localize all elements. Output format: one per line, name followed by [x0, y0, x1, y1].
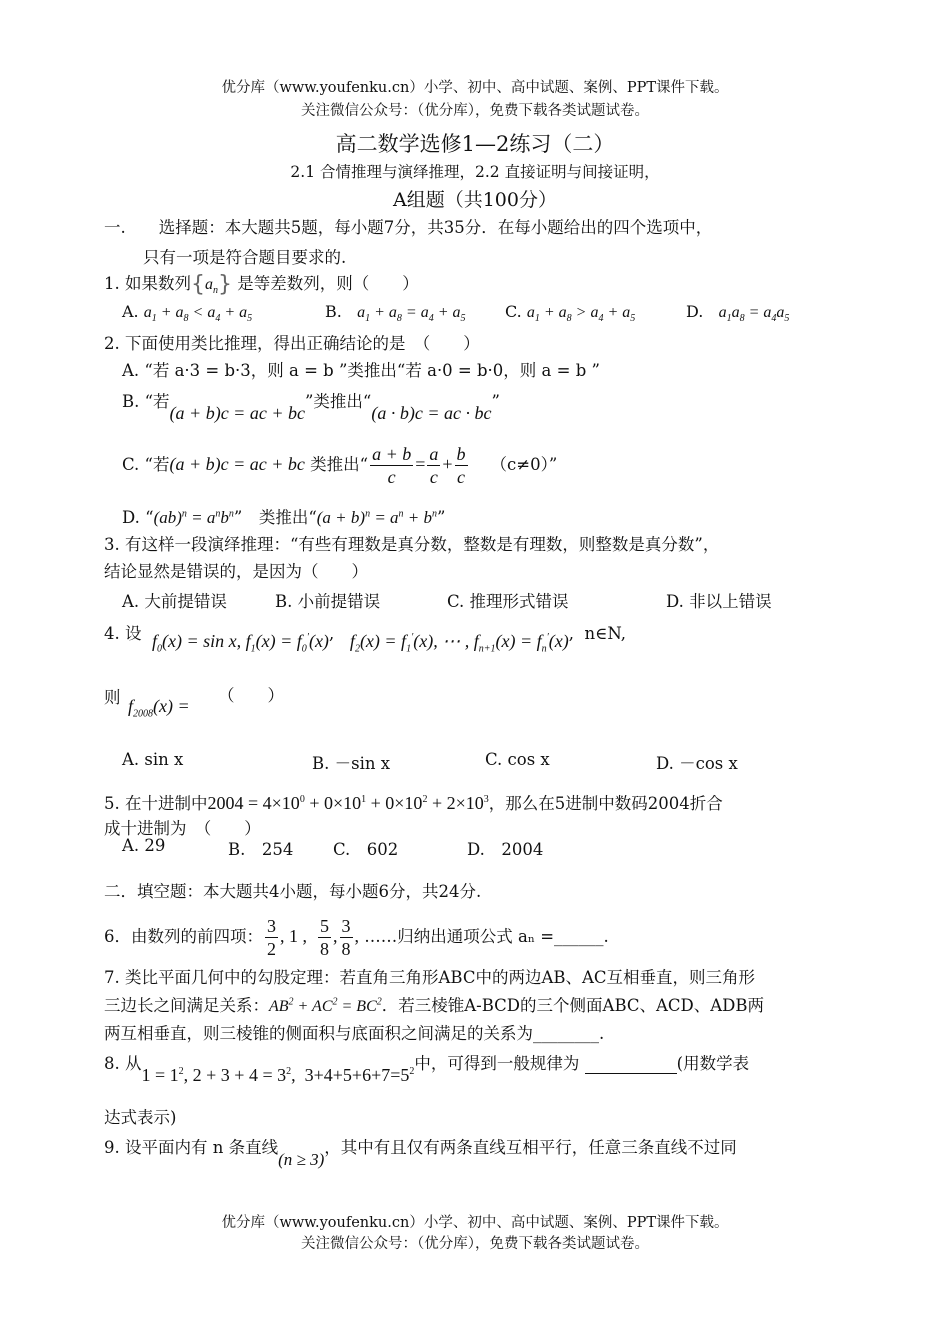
question-4-paren: （ ） [218, 686, 284, 705]
fraction: $\frac{a}{c}$ [429, 444, 439, 487]
q3-option-d: D. 非以上错误 [666, 592, 772, 611]
header-line-2: 关注微信公众号：（优分库），免费下载各类试题试卷。 [301, 103, 649, 119]
question-4: 4. 设 $f_0(x) = \sin x$, $f_1(x) = f_0'(x)$, $f_2(x) = f_1'(x)$, ⋯ , $f_{n+1}(x) = f_n'(x)$, n∈N, [104, 624, 626, 655]
page-subtitle: 2.1 合情推理与演绎推理，2.2 直接证明与间接证明， [290, 163, 660, 181]
q1-option-c: C. $a_1 + a_8 > a_4 + a_5$ [505, 302, 636, 325]
page-title: 高二数学选修1—2练习（二） [335, 132, 615, 156]
question-3-line-2: 结论显然是错误的，是因为（ ） [104, 562, 368, 581]
q1-option-d: D. $a_1a_8 = a_4a_5$ [686, 302, 790, 325]
fraction: $\frac{3}{8}$ [341, 916, 351, 959]
question-8-line-2: 达式表示) [104, 1108, 177, 1127]
q5-option-c: C. 602 [333, 840, 399, 859]
q2-option-d: D. “$(ab)^n = a^nb^n$” 类推出“$(a + b)^n = a^n + b^n$” [122, 508, 446, 527]
fraction: $\frac{5}{8}$ [320, 916, 329, 959]
q2-option-c: C. “若(a + b)c = ac + bc 类推出“ $\frac{a + b}{c}$ = $\frac{a}{c}$ + $\frac{b}{c}$ （c≠0）” [122, 444, 558, 487]
footer-line-2: 关注微信公众号：（优分库），免费下载各类试题试卷。 [301, 1236, 649, 1252]
q3-option-a: A. 大前提错误 [122, 592, 227, 611]
question-5: 5. 在十进制中$2004 = 4\times 10^0 + 0\times 10^1 + 0\times 10^2 + 2\times 10^3$，那么在5进制中数码2004折合 [104, 793, 723, 813]
q5-option-b: B. 254 [228, 840, 294, 859]
section2-heading: 二．填空题：本大题共4小题，每小题6分，共24分. [104, 882, 482, 901]
fraction: $\frac{3}{2}$ [267, 916, 276, 959]
fraction: $\frac{a + b}{c}$ [372, 444, 412, 487]
q4-option-d: D. －cos x [656, 754, 738, 773]
q1-option-b: B. $a_1 + a_8 = a_4 + a_5$ [325, 302, 466, 325]
q4-option-b: B. －sin x [312, 754, 391, 773]
question-5-line-2: 成十进制为 （ ） [104, 819, 261, 838]
header-line-1: 优分库（www.youfenku.cn）小学、初中、高中试题、案例、PPT课件下载。 [221, 80, 729, 96]
question-6: 6．由数列的前四项： $\frac{3}{2}$ , 1 , $\frac{5}{8}$ , $\frac{3}{8}$ , ……归纳出通项公式 aₙ =______. [104, 916, 609, 959]
q5-option-a: A. 29 [122, 836, 166, 855]
question-7-line-2: 三边长之间满足关系：$AB^2 + AC^2 = BC^2$．若三棱锥A-BCD的三个侧面ABC、ACD、ADB两 [104, 996, 765, 1015]
question-7-line-1: 7. 类比平面几何中的勾股定理：若直角三角形ABC中的两边AB、AC互相垂直，则三角形 [104, 968, 756, 987]
q3-option-b: B. 小前提错误 [275, 592, 381, 611]
question-2: 2. 下面使用类比推理，得出正确结论的是 （ ） [104, 334, 480, 353]
question-3-line-1: 3. 有这样一段演绎推理：“有些有理数是真分数，整数是有理数，则整数是真分数”， [104, 535, 720, 554]
question-9: 9. 设平面内有 n 条直线(n ≥ 3)，其中有且仅有两条直线互相平行，任意三条直线不过同 [104, 1138, 737, 1169]
question-4-then: 则 [104, 688, 121, 707]
section1-heading-2: 只有一项是符合题目要求的. [143, 248, 347, 267]
left-brace-icon: { [191, 272, 205, 297]
footer-line-1: 优分库（www.youfenku.cn）小学、初中、高中试题、案例、PPT课件下载。 [221, 1215, 729, 1231]
q4-option-a: A. sin x [122, 750, 184, 769]
right-brace-icon: } [218, 272, 232, 297]
f2008-expression: $f_{2008}(x)$ = [128, 696, 190, 720]
q3-option-c: C. 推理形式错误 [447, 592, 569, 611]
q2-option-b: B. “若(a + b)c = ac + bc”类推出“(a · b)c = ac · bc” [122, 392, 500, 423]
fraction: $\frac{b}{c}$ [456, 444, 466, 487]
q2-option-a: A. “若 a·3 = b·3，则 a = b ”类推出“若 a·0 = b·0，则 a = b ” [122, 361, 600, 380]
q5-option-d: D. 2004 [467, 840, 544, 859]
question-1: 1. 如果数列$\{a_n\}$ 是等差数列，则（ ） [104, 272, 419, 297]
q4-option-c: C. cos x [485, 750, 550, 769]
question-7-line-3: 两互相垂直，则三棱锥的侧面积与底面积之间满足的关系为________. [104, 1024, 605, 1043]
question-8: 8. 从$1 = 1^2$, $2 + 3 + 4 = 3^2$, $3+4+5+6+7=5^2$中，可得到一般规律为 (用数学表 [104, 1054, 750, 1085]
q1-option-a: A. $a_1 + a_8 < a_4 + a_5$ [122, 302, 253, 325]
section1-heading: 一. 选择题：本大题共5题，每小题7分，共35分．在每小题给出的四个选项中， [104, 218, 713, 237]
group-heading: A组题（共100分） [393, 189, 557, 211]
answer-blank[interactable] [585, 1054, 677, 1074]
